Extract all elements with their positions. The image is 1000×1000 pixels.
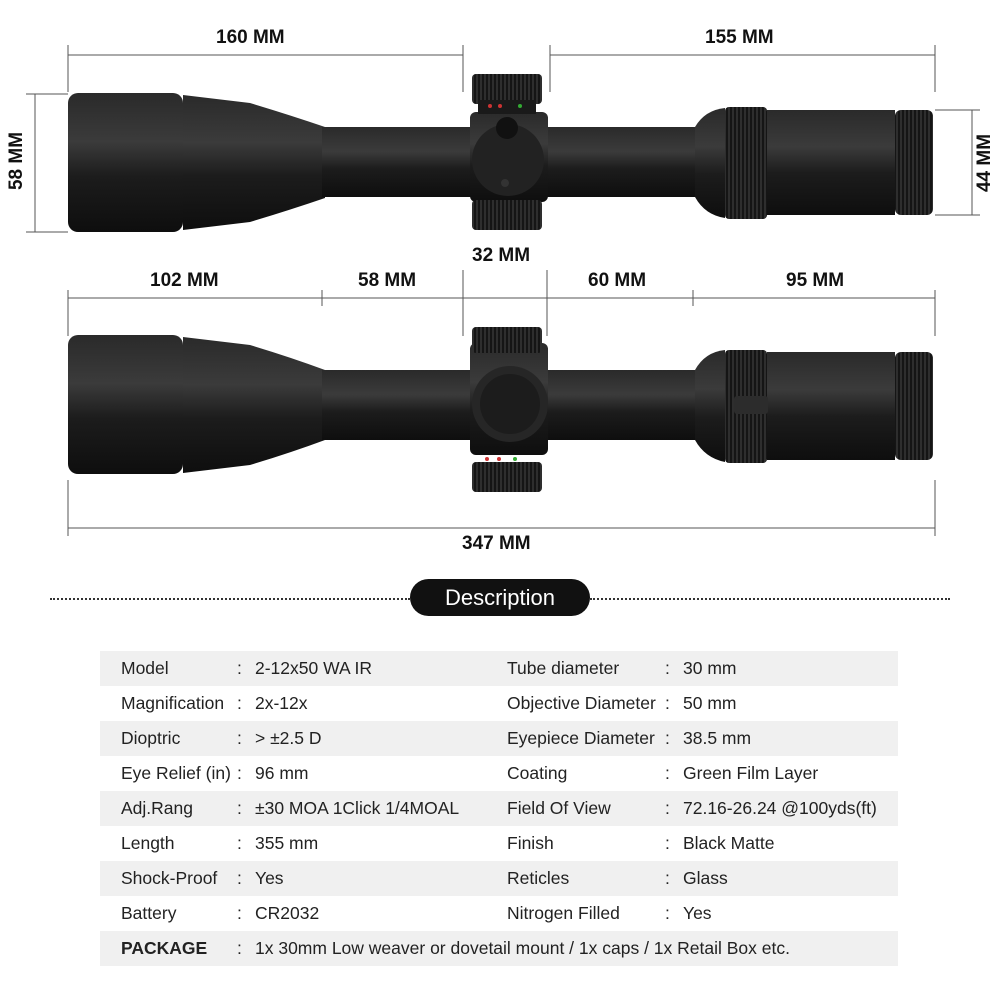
table-row	[100, 651, 898, 686]
spec-value: 2-12x50 WA IR	[255, 651, 507, 686]
specs-table	[100, 651, 898, 966]
spec-label: Objective Diameter	[507, 693, 656, 713]
spec-value: CR2032	[255, 903, 320, 923]
colon: :	[237, 693, 242, 713]
spec-value: Black Matte	[683, 833, 775, 853]
table-row	[100, 861, 898, 896]
package-label: PACKAGE	[100, 931, 237, 966]
spec-label: Nitrogen Filled	[507, 903, 620, 923]
dim-objective-height: 58 MM	[6, 131, 28, 191]
dim-eyepiece-height: 44 MM	[974, 133, 996, 193]
dim-tube: 32 MM	[472, 245, 531, 266]
table-row	[100, 791, 898, 826]
spec-value: ±30 MOA 1Click 1/4MOAL	[255, 791, 507, 826]
spec-value: 2x-12x	[255, 693, 308, 713]
package-value: 1x 30mm Low weaver or dovetail mount / 1x caps / 1x Retail Box etc.	[255, 931, 898, 966]
spec-value: 72.16-26.24 @100yds(ft)	[683, 791, 898, 826]
dim-seg1: 102 MM	[150, 270, 219, 291]
spec-value: 30 mm	[683, 651, 898, 686]
spec-value: 38.5 mm	[683, 721, 898, 756]
spec-label: Finish	[507, 833, 554, 853]
colon: :	[665, 693, 670, 713]
colon: :	[665, 651, 683, 686]
table-row	[100, 686, 898, 721]
spec-value: 50 mm	[683, 693, 737, 713]
spec-label: Adj.Rang	[100, 791, 237, 826]
spec-value: Yes	[683, 903, 712, 923]
spec-value: Glass	[683, 861, 898, 896]
spec-label: Shock-Proof	[100, 861, 237, 896]
dim-top-right: 155 MM	[705, 27, 774, 48]
dim-seg3: 60 MM	[588, 270, 647, 291]
spec-value: Yes	[255, 861, 507, 896]
colon: :	[237, 651, 255, 686]
colon: :	[665, 833, 670, 853]
spec-label: Dioptric	[100, 721, 237, 756]
colon: :	[665, 903, 670, 923]
table-row	[100, 896, 898, 931]
spec-value: 96 mm	[255, 763, 309, 783]
colon: :	[237, 903, 242, 923]
colon: :	[665, 763, 670, 783]
spec-label: Reticles	[507, 861, 665, 896]
scope-side-view	[68, 327, 933, 492]
scope-top-view	[68, 74, 933, 232]
table-row	[100, 826, 898, 861]
colon: :	[237, 763, 242, 783]
spec-label: Field Of View	[507, 791, 665, 826]
colon: :	[237, 931, 255, 966]
spec-label: Coating	[507, 763, 568, 783]
divider-right	[590, 598, 950, 600]
colon: :	[237, 861, 255, 896]
dim-total: 347 MM	[462, 533, 531, 554]
dim-top-left: 160 MM	[216, 27, 285, 48]
table-row-package	[100, 931, 898, 966]
table-row	[100, 721, 898, 756]
dim-seg2: 58 MM	[358, 270, 417, 291]
colon: :	[237, 721, 255, 756]
colon: :	[665, 721, 683, 756]
spec-label: Magnification	[121, 693, 225, 713]
colon: :	[665, 861, 683, 896]
description-heading: Description	[410, 579, 590, 616]
colon: :	[237, 791, 255, 826]
divider-left	[50, 598, 410, 600]
spec-label: Model	[100, 651, 237, 686]
spec-value: > ±2.5 D	[255, 721, 507, 756]
spec-label: Length	[121, 833, 175, 853]
colon: :	[665, 791, 683, 826]
colon: :	[237, 833, 242, 853]
spec-label: Eye Relief (in)	[121, 763, 231, 783]
dim-seg4: 95 MM	[786, 270, 845, 291]
spec-label: Battery	[121, 903, 177, 923]
table-row	[100, 756, 898, 791]
spec-value: 355 mm	[255, 833, 319, 853]
spec-value: Green Film Layer	[683, 763, 819, 783]
spec-label: Eyepiece Diameter	[507, 721, 665, 756]
spec-label: Tube diameter	[507, 651, 665, 686]
